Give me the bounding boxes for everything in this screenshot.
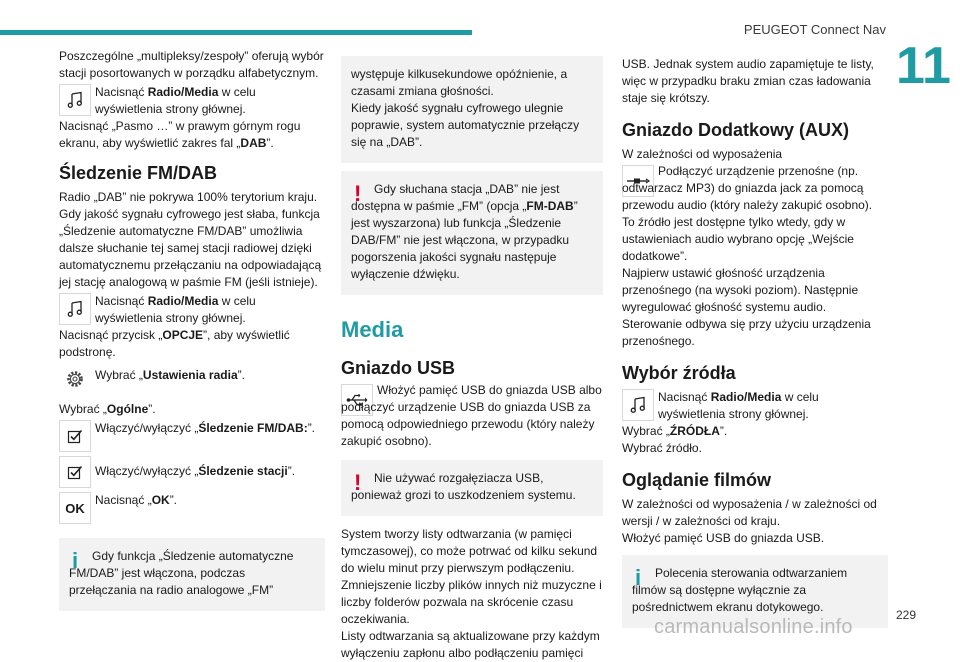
text-bold: OPCJE: [162, 328, 204, 342]
paragraph-options: [59, 327, 325, 361]
chapter-number: 11: [896, 37, 951, 95]
header-title: PEUGEOT Connect Nav: [743, 22, 886, 37]
watermark: carmanualsonline.info: [654, 616, 853, 638]
checkbox-icon: [59, 420, 91, 452]
text: Nacisnąć przycisk „: [59, 328, 163, 342]
heading-aux: Gniazdo Dodatkowy (AUX): [622, 120, 850, 140]
text-bold: Ogólne: [106, 402, 149, 416]
step-text: w celu wyświetlenia strony głównej.: [95, 294, 256, 325]
paragraph-aux-details: To źródło jest dostępne tylko wtedy, gdy w ustawieniach audio wybrano opcję „Wejście dodatkowe”. Najpierw ustawić głośność urządzenia przenośnego (na wysoki poziom). Następnie wyregulować głośność systemu audio. Sterowanie odbywa się przy użyciu urządzenia przenośnego.: [622, 215, 871, 348]
checkbox-icon: [59, 456, 91, 488]
step-text: ”.: [237, 368, 245, 382]
heading-media: Media: [341, 317, 404, 342]
text-bold: FM-DAB: [526, 199, 574, 213]
step-radio-media: [59, 84, 325, 118]
step-bold: Radio/Media: [147, 85, 219, 99]
info-icon: i: [635, 565, 642, 590]
step-text: ”.: [287, 464, 296, 478]
text: Wybrać „: [59, 402, 107, 416]
step-text: w celu wyświetlenia strony głównej.: [658, 390, 819, 421]
header-accent-bar: [0, 30, 472, 35]
step-text: Nacisnąć: [95, 294, 148, 308]
warning-text: Nie używać rozgałęziacza USB, ponieważ grozi to uszkodzeniem systemu.: [351, 471, 576, 502]
ok-button-icon: [59, 492, 91, 524]
text: ”, aby wyświetlić podstronę.: [59, 328, 290, 359]
text: Nacisnąć „Pasmo …” w prawym górnym rogu ekranu, aby wyświetlić zakres fal „: [59, 119, 301, 150]
column-3: [622, 48, 888, 636]
warning-icon: !: [354, 181, 362, 206]
step-bold: Śledzenie stacji: [198, 464, 288, 478]
step-text: w celu wyświetlenia strony głównej.: [95, 85, 256, 116]
step-bold: Radio/Media: [147, 294, 219, 308]
paragraph-band: [59, 118, 325, 152]
paragraph-multiplex: Poszczególne „multipleksy/zespoły” oferują wybór stacji posortowanych w porządku alfabetycznym.: [59, 49, 324, 80]
usb-step-text: Włożyć pamięć USB do gniazda USB albo podłączyć urządzenie USB do gniazda USB za pomocą odpowiedniego przewodu (który należy zakupić osobno).: [341, 383, 602, 448]
heading-fm-dab-follow: Śledzenie FM/DAB: [59, 163, 218, 183]
step-text: ”.: [307, 421, 316, 435]
text: ”. Wybrać źródło.: [622, 424, 728, 455]
step-text: ”.: [169, 493, 178, 507]
paragraph-video: W zależności od wyposażenia / w zależności od wersji / w zależności od kraju. Włożyć pamięć USB do gniazda USB.: [622, 497, 877, 545]
column-1: [59, 48, 325, 619]
step-toggle-fm-dab: [59, 420, 325, 452]
step-text: Nacisnąć: [95, 85, 148, 99]
warning-box-usb-hub: [341, 460, 603, 516]
music-note-icon: [59, 293, 91, 325]
step-toggle-station: [59, 456, 325, 488]
step-bold: Śledzenie FM/DAB:: [198, 421, 308, 435]
step-text: Włączyć/wyłączyć „: [95, 464, 199, 478]
step-radio-settings: [59, 363, 325, 395]
paragraph-general: [59, 401, 325, 418]
text: ”.: [148, 402, 156, 416]
step-radio-media-3: [622, 389, 888, 423]
music-note-icon: [59, 84, 91, 116]
page-number: 229: [896, 608, 917, 622]
paragraph-sources: [622, 423, 888, 457]
aux-step-text: Podłączyć urządzenie przenośne (np. odtwarzacz MP3) do gniazda jack za pomocą przewodu audio (który należy zakupić osobno).: [622, 164, 873, 212]
step-text: Nacisnąć „: [95, 493, 152, 507]
text: ”.: [266, 136, 274, 150]
gear-icon: [59, 363, 91, 395]
step-text: Wybrać „: [95, 368, 143, 382]
step-bold: Ustawienia radia: [142, 368, 238, 382]
ok-label: OK: [65, 500, 85, 516]
column-2: [341, 48, 603, 662]
heading-video: Oglądanie filmów: [622, 470, 772, 490]
warning-box-dab: [341, 171, 603, 295]
info-box-continued: [341, 56, 603, 163]
heading-source: Wybór źródła: [622, 363, 736, 383]
info-text: Polecenia sterowania odtwarzaniem filmów są dostępne wyłącznie za pośrednictwem ekranu dotykowego.: [632, 566, 848, 614]
paragraph-aux-equipment: W zależności od wyposażenia: [622, 147, 783, 161]
info-box-follow: [59, 538, 325, 611]
info-icon: i: [72, 548, 79, 573]
step-bold: Radio/Media: [710, 390, 782, 404]
text: ” jest wyszarzona) lub funkcja „Śledzenie DAB/FM” nie jest włączona, w przypadku pogorszenia jakości sygnału następuje wyłączenie dźwięku.: [351, 199, 578, 281]
step-radio-media-2: [59, 293, 325, 327]
music-note-icon: [622, 389, 654, 421]
paragraph-usb-continued: USB. Jednak system audio zapamiętuje te listy, więc w przypadku braku zmian czas ładowania staje się krótszy.: [622, 57, 874, 105]
warning-icon: !: [354, 470, 362, 495]
step-text: Nacisnąć: [658, 390, 711, 404]
info-text: występuje kilkusekundowe opóźnienie, a czasami zmiana głośności. Kiedy jakość sygnału cyfrowego ulegnie poprawie, system automatycznie przełączy się na „DAB”.: [351, 67, 580, 149]
text-bold: ŹRÓDŁA: [669, 424, 720, 438]
text: Wybrać „: [622, 424, 670, 438]
paragraph-playlists: System tworzy listy odtwarzania (w pamięci tymczasowej), co może potrwać od kilku sekund do wielu minut przy pierwszym podłączeniu. Zmniejszenie liczby plików innych niż muzyczne i liczby folderów pozwala na skrócenie czasu oczekiwania. Listy odtwarzania są aktualizowane przy każdym wyłączeniu zapłonu albo podłączeniu pamięci: [341, 527, 602, 660]
step-bold: OK: [151, 493, 170, 507]
step-press-ok: [59, 492, 325, 524]
text: Gdy słuchana stacja „DAB” nie jest dostępna w paśmie „FM” (opcja „: [351, 182, 560, 213]
info-text: Gdy funkcja „Śledzenie automatyczne FM/DAB” jest włączona, podczas przełączania na radio analogowe „FM”: [69, 549, 294, 597]
paragraph-dab-coverage: Radio „DAB” nie pokrywa 100% terytorium kraju. Gdy jakość sygnału cyfrowego jest słaba, funkcja „Śledzenie automatyczne FM/DAB” umożliwia dalsze słuchanie tej samej stacji radiowej dzięki automatycznemu przełączaniu na odpowiadającą jej stację analogową w paśmie FM (jeśli istnieje).: [59, 190, 322, 289]
step-text: Włączyć/wyłączyć „: [95, 421, 199, 435]
text-bold: DAB: [240, 136, 267, 150]
heading-usb: Gniazdo USB: [341, 358, 456, 378]
